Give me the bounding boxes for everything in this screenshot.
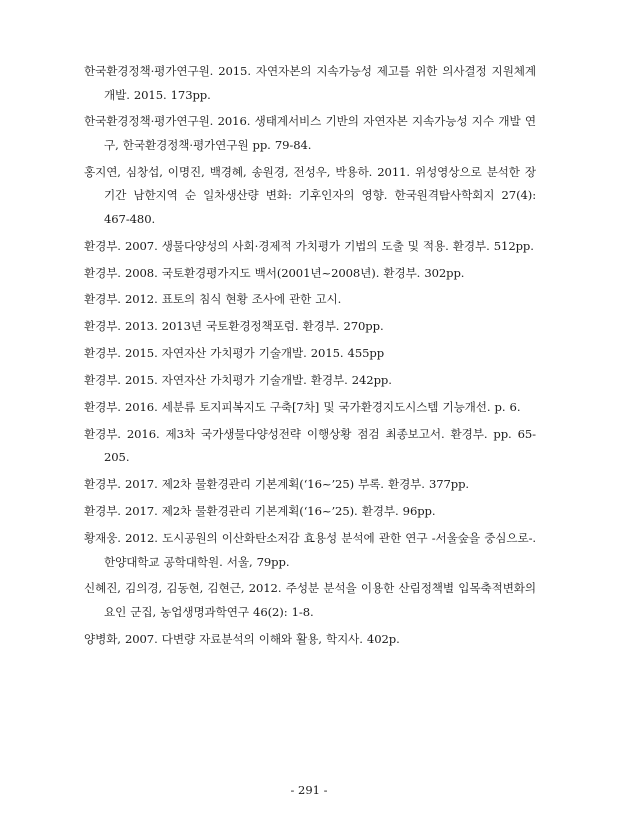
reference-item: 한국환경정책·평가연구원. 2015. 자연자본의 지속가능성 제고를 위한 의사결정 지원체계 개발. 2015. 173pp. (84, 64, 536, 102)
reference-item: 환경부. 2017. 제2차 물환경관리 기본계획(‘16~’25). 환경부. 96pp. (84, 504, 436, 519)
reference-item: 홍지연, 심창섭, 이명진, 백경혜, 송원경, 전성우, 박용하. 2011. 위성영상으로 분석한 장기간 남한지역 순 일차생산량 변화: 기후인자의 영향. 한국원격탐사학회지 27(4): 467-480. (84, 164, 536, 226)
reference-item: 환경부. 2007. 생물다양성의 사회·경제적 가치평가 기법의 도출 및 적용. 환경부. 512pp. (84, 238, 534, 253)
reference-item: 환경부. 2008. 국토환경평가지도 백서(2001년~2008년). 환경부. 302pp. (84, 265, 465, 280)
reference-item: 환경부. 2016. 제3차 국가생물다양성전략 이행상황 점검 최종보고서. 환경부. pp. 65-205. (84, 426, 536, 465)
reference-item: 환경부. 2015. 자연자산 가치평가 기술개발. 2015. 455pp (84, 346, 385, 361)
reference-item: 양병화, 2007. 다변량 자료분석의 이해와 활용, 학지사. 402p. (84, 631, 400, 646)
reference-item: 환경부. 2012. 표토의 침식 현황 조사에 관한 고시. (84, 292, 342, 307)
reference-item: 한국환경정책·평가연구원. 2016. 생태계서비스 기반의 자연자본 지속가능성 지수 개발 연구, 한국환경정책·평가연구원 pp. 79-84. (84, 114, 536, 152)
page-number: - 291 - (290, 783, 328, 797)
reference-item: 환경부. 2013. 2013년 국토환경정책포럼. 환경부. 270pp. (84, 319, 384, 334)
reference-item: 신혜진, 김의경, 김동현, 김현근, 2012. 주성분 분석을 이용한 산림정책별 입목축적변화의 요인 군집, 농업생명과학연구 46(2): 1-8. (84, 581, 536, 619)
reference-item: 환경부. 2015. 자연자산 가치평가 기술개발. 환경부. 242pp. (84, 373, 392, 388)
reference-item: 환경부. 2017. 제2차 물환경관리 기본계획(‘16~’25) 부록. 환경부. 377pp. (84, 477, 470, 492)
reference-list (84, 60, 536, 655)
reference-item: 황재웅. 2012. 도시공원의 이산화탄소저감 효용성 분석에 관한 연구 -서울숲을 중심으로-. 한양대학교 공학대학원. 서울, 79pp. (84, 531, 536, 569)
reference-item: 환경부. 2016. 세분류 토지피복지도 구축[7차] 및 국가환경지도시스템 기능개선. p. 6. (84, 400, 521, 415)
